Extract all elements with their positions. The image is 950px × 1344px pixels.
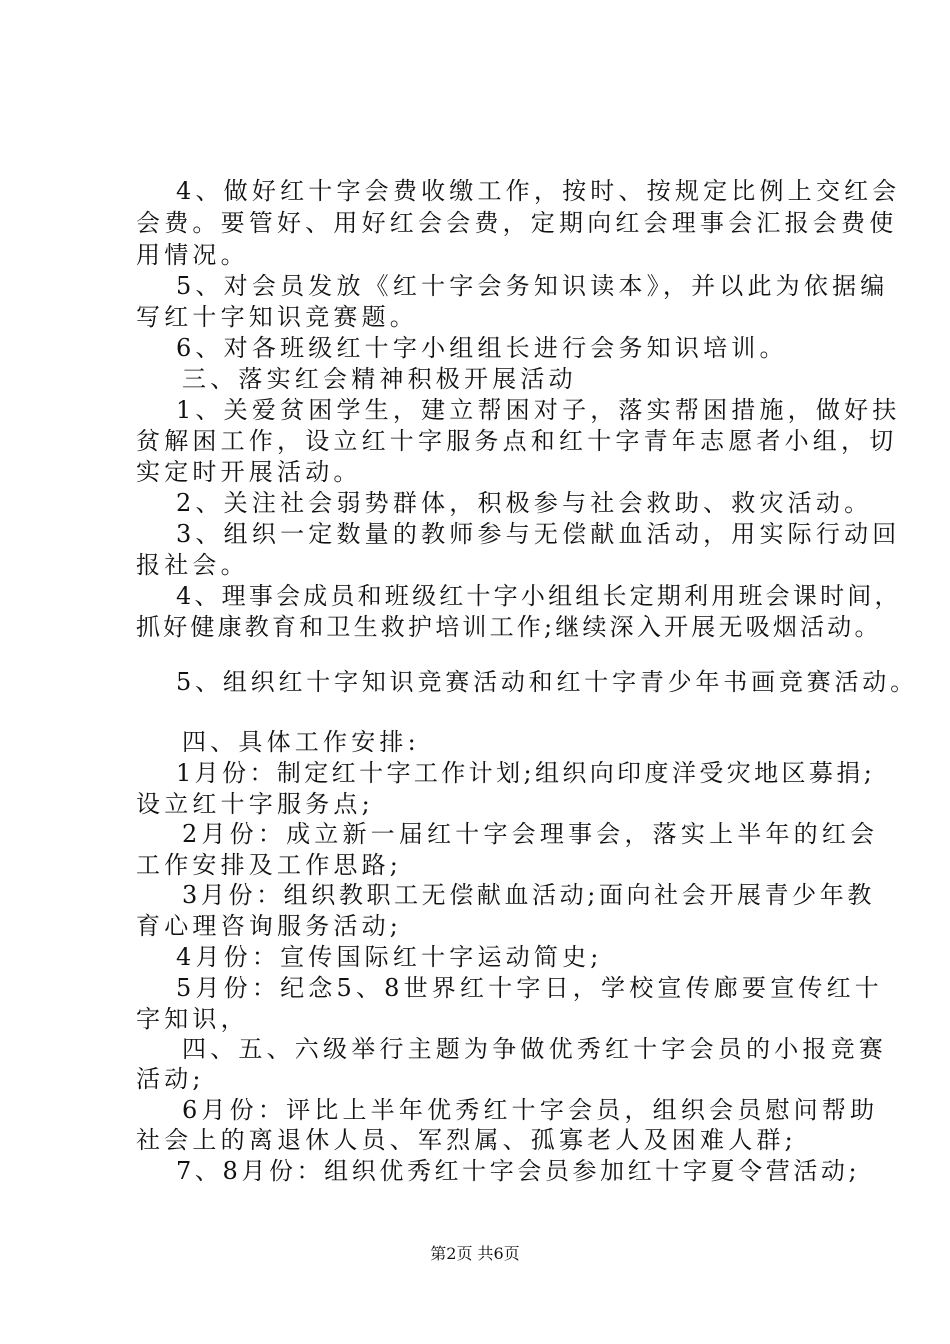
text-line: 4、做好红十字会费收缴工作，按时、按规定比例上交红会 [176, 177, 901, 205]
text-line: 3、组织一定数量的教师参与无偿献血活动，用实际行动回 [176, 520, 901, 548]
text-line: 写红十字知识竞赛题。 [136, 303, 418, 331]
text-line: 7、8月份：组织优秀红十字会员参加红十字夏令营活动; [176, 1157, 861, 1185]
text-line: 6、对各班级红十字小组组长进行会务知识培训。 [176, 334, 788, 362]
text-line: 2月份：成立新一届红十字会理事会，落实上半年的红会 [182, 820, 879, 848]
section-heading: 三、落实红会精神积极开展活动 [182, 365, 577, 393]
text-line: 报社会。 [136, 551, 249, 579]
text-line: 4月份：宣传国际红十字运动简史; [176, 943, 603, 971]
text-line: 贫解困工作，设立红十字服务点和红十字青年志愿者小组，切 [136, 427, 898, 455]
text-line: 6月份：评比上半年优秀红十字会员，组织会员慰问帮助 [182, 1096, 879, 1124]
text-line: 字知识， [136, 1005, 249, 1033]
text-line: 5月份：纪念5、8世界红十字日，学校宣传廊要宣传红十 [176, 974, 884, 1002]
text-line: 工作安排及工作思路; [136, 851, 403, 879]
text-line: 3月份：组织教职工无偿献血活动;面向社会开展青少年教 [182, 881, 875, 909]
text-line: 1、关爱贫困学生，建立帮困对子，落实帮困措施，做好扶 [176, 396, 901, 424]
text-line: 育心理咨询服务活动; [136, 912, 403, 940]
text-line: 2、关注社会弱势群体，积极参与社会救助、救灾活动。 [176, 489, 873, 517]
text-line: 四、五、六级举行主题为争做优秀红十字会员的小报竞赛 [182, 1035, 887, 1063]
text-line: 5、组织红十字知识竞赛活动和红十字青少年书画竞赛活动。 [176, 668, 918, 696]
page-footer: 第2页 共6页 [430, 1244, 520, 1263]
text-line: 用情况。 [136, 241, 249, 269]
text-line: 设立红十字服务点; [136, 790, 374, 818]
text-line: 5、对会员发放《红十字会务知识读本》，并以此为依据编 [176, 272, 889, 300]
text-line: 抓好健康教育和卫生救护培训工作;继续深入开展无吸烟活动。 [136, 613, 882, 641]
section-heading: 四、具体工作安排: [182, 728, 420, 756]
text-line: 活动; [136, 1065, 205, 1093]
text-line: 4、理事会成员和班级红十字小组组长定期利用班会课时间， [176, 582, 902, 610]
text-line: 社会上的离退休人员、军烈属、孤寡老人及困难人群; [136, 1126, 797, 1154]
text-line: 会费。要管好、用好红会会费，定期向红会理事会汇报会费使 [136, 209, 898, 237]
text-line: 1月份：制定红十字工作计划;组织向印度洋受灾地区募捐; [176, 759, 876, 787]
text-line: 实定时开展活动。 [136, 458, 362, 486]
